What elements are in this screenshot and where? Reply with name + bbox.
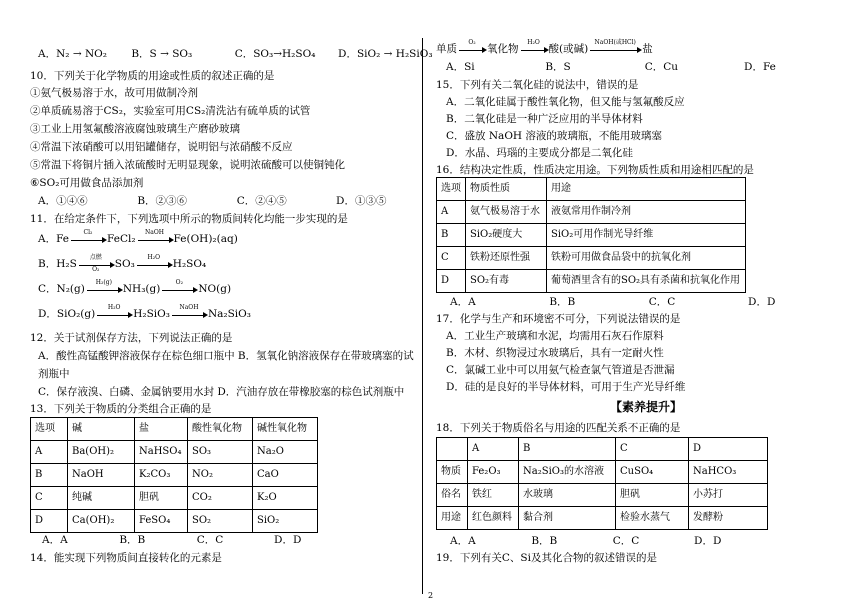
q11-c-start: C．N₂(g) [38,283,85,295]
chain-start: 单质 [436,43,457,55]
table-cell: B [437,224,466,247]
q13-option-d: D．D [274,534,302,546]
q10-item: ⑤常温下将铜片插入浓硫酸时无明显现象，说明浓硫酸可以使铜钝化 [30,159,345,171]
arrow-label-below: O₂ [92,266,100,273]
arrow-label: Cl₂ [83,229,93,236]
q11-a-mid: FeCl₂ [107,233,136,245]
q9-option-a: A．N₂ → NO₂ [38,48,107,60]
table-cell: K₂O [253,487,318,510]
table-row [437,247,746,270]
table-header-cell: 选项 [437,178,466,201]
q18-title: 18．下列关于物质俗名与用途的匹配关系不正确的是 [436,422,681,434]
table-cell: D [31,510,68,533]
q14-option-c: C．Cu [644,61,679,73]
table-cell: FeSO₄ [135,510,188,533]
table-row [31,464,318,487]
arrow-label: H₂(g) [95,279,112,286]
table-header-cell: A [468,438,519,461]
arrow-label: H₂O [147,254,161,261]
table-cell: 胆矾 [135,487,188,510]
table-row [437,507,768,530]
arrow-label: H₂O [527,39,540,46]
q10-item: ⑥SO₂可用做食品添加剂 [30,177,144,189]
q9-option-c: C．SO₃→H₂SO₄ [234,48,316,60]
q12-line: C．保存液溴、白磷、金属钠要用水封 D．汽油存放在带橡胶塞的棕色试剂瓶中 [38,386,405,398]
table-row [437,484,768,507]
q9-option-d: D．SiO₂ → H₂SiO₃ [338,48,433,60]
q10-item: ②单质硫易溶于CS₂，实验室可用CS₂清洗沾有硫单质的试管 [30,105,311,117]
table-cell: CaO [253,464,318,487]
q10-item: ③工业上用氢氟酸溶液腐蚀玻璃生产磨砂玻璃 [30,123,240,135]
q11-a-start: A．Fe [38,233,70,245]
q10-title: 10．下列关于化学物质的用途或性质的叙述正确的是 [30,70,275,82]
table-cell: SO₂ [188,510,253,533]
q15-title: 15．下列有关二氧化硅的说法中，错误的是 [436,79,639,91]
q11-a-end: Fe(OH)₂(aq) [173,233,238,245]
table-cell: 红色颜料 [468,507,519,530]
q11-d-end: Na₂SiO₃ [207,308,251,320]
arrow-label: O₂ [468,39,476,46]
table-cell: Na₂SiO₃的水溶液 [519,461,616,484]
q10-option-b: B．②③⑥ [137,195,188,207]
table-cell: Ca(OH)₂ [68,510,135,533]
table-header-cell: 盐 [135,418,188,441]
q15-item: A．二氧化硅属于酸性氧化物，但又能与氢氟酸反应 [446,96,685,108]
q18-option-c: C．C [612,535,640,547]
reaction-arrow [71,229,105,246]
q11-b-start: B．H₂S [38,258,77,270]
q11-b-end: H₂SO₄ [172,258,207,270]
q13-option-a: A．A [42,534,68,546]
q15-item: D．水晶、玛瑙的主要成分都是二氧化硅 [446,147,633,159]
table-cell: Na₂O [253,441,318,464]
q11-option-a [38,229,238,246]
table-header-cell: 用途 [547,178,746,201]
q13-title: 13．下列关于物质的分类组合正确的是 [30,403,212,415]
q17-item: A．工业生产玻璃和水泥，均需用石灰石作原料 [446,330,664,342]
q18-options [450,536,721,547]
table-cell: C [437,247,466,270]
q11-title: 11．在给定条件下，下列选项中所示的物质间转化均能一步实现的是 [30,213,348,225]
page-number: 2 [428,591,434,600]
q14-option-a: A．Si [446,61,475,73]
q16-option-d: D．D [748,296,776,308]
table-row [31,441,318,464]
q16-option-b: B．B [549,296,576,308]
table-cell: NO₂ [188,464,253,487]
table-cell: CO₂ [188,487,253,510]
q9-option-b: B．S → SO₃ [131,48,193,60]
q11-d-mid: H₂SiO₃ [133,308,170,320]
table-row [437,461,768,484]
table-cell: 铁粉还原性强 [466,247,547,270]
section-heading: 【素养提升】 [610,400,683,414]
table-header-cell: 碱性氧化物 [253,418,318,441]
q16-options [450,297,775,308]
arrow-label: H₂O [107,304,121,311]
reaction-arrow [521,39,547,56]
q18-option-d: D．D [694,535,722,547]
q11-b-mid: SO₃ [114,258,135,270]
q17-item: B．木材、织物浸过水玻璃后，具有一定耐火性 [446,347,664,359]
table-header-cell: C [616,438,689,461]
q16-table [436,177,746,293]
table-cell: SiO₂硬度大 [466,224,547,247]
arrow-label: 点燃 [89,254,102,261]
table-cell: SiO₂可用作制光导纤维 [547,224,746,247]
reaction-arrow [138,229,172,246]
table-cell: 纯碱 [68,487,135,510]
arrow-label: O₂ [175,279,183,286]
table-cell: A [31,441,68,464]
q18-option-b: B．B [531,535,558,547]
q10-option-c: C．②④⑤ [236,195,287,207]
q13-table [30,417,318,533]
table-cell: 发酵粉 [689,507,768,530]
table-header-row [31,418,318,441]
table-cell: D [437,270,466,293]
table-header-cell: 酸性氧化物 [188,418,253,441]
q19-title: 19．下列有关C、Si及其化合物的叙述错误的是 [436,552,657,564]
q10-item: ④常温下浓硝酸可以用铝罐储存，说明铝与浓硝酸不反应 [30,141,293,153]
q15-item: C．盛放 NaOH 溶液的玻璃瓶，不能用玻璃塞 [446,130,662,142]
table-cell: Ba(OH)₂ [68,441,135,464]
table-cell: 俗名 [437,484,468,507]
q14-option-d: D．Fe [744,61,776,73]
table-row [437,224,746,247]
table-header-row [437,178,746,201]
table-cell: 黏合剂 [519,507,616,530]
reaction-arrow [87,279,121,296]
q11-c-end: NO(g) [198,283,232,295]
q18-table [436,437,768,530]
arrow-label: NaOH(或HCl) [594,39,636,46]
table-row [31,510,318,533]
table-row [437,201,746,224]
reaction-arrow [590,39,640,56]
q12-title: 12．关于试剂保存方法，下列说法正确的是 [30,332,233,344]
table-cell: 物质 [437,461,468,484]
table-cell: NaHCO₃ [689,461,768,484]
reaction-arrow [79,254,113,273]
table-cell: 小苏打 [689,484,768,507]
table-cell: 氨气极易溶于水 [466,201,547,224]
table-header-cell: 碱 [68,418,135,441]
q17-title: 17．化学与生产和环境密不可分，下列说法错误的是 [436,313,681,325]
q10-item: ①氨气极易溶于水，故可用做制冷剂 [30,87,198,99]
reaction-arrow [172,304,206,321]
table-cell: 铁红 [468,484,519,507]
table-header-cell: D [689,438,768,461]
q13-option-b: B．B [119,534,146,546]
q14-chain [436,39,653,56]
q17-item: C．氯碱工业中可以用氨气检查氯气管道是否泄漏 [446,364,675,376]
table-cell: SO₂有毒 [466,270,547,293]
chain-mid: 氧化物 [487,43,519,55]
q10-option-d: D．①③⑤ [336,195,387,207]
q12-line: A．酸性高锰酸钾溶液保存在棕色细口瓶中 B．氢氧化钠溶液保存在带玻璃塞的试 [38,350,414,362]
table-cell: 胆矾 [616,484,689,507]
table-cell: C [31,487,68,510]
q15-item: B．二氧化硅是一种广泛应用的半导体材料 [446,113,643,125]
table-cell: A [437,201,466,224]
table-header-cell: B [519,438,616,461]
table-cell: NaOH [68,464,135,487]
q11-option-d [38,304,251,321]
table-cell: CuSO₄ [616,461,689,484]
q12-line: 剂瓶中 [38,368,70,380]
table-cell: K₂CO₃ [135,464,188,487]
q10-option-a: A．①④⑥ [38,195,88,207]
table-header-cell: 物质性质 [466,178,547,201]
q17-item: D．硅的是良好的半导体材料，可用于生产光导纤维 [446,381,686,393]
q13-option-c: C．C [196,534,224,546]
q11-option-c [38,279,232,296]
table-cell: 用途 [437,507,468,530]
table-cell: 液氨常用作制冷剂 [547,201,746,224]
table-cell: Fe₂O₃ [468,461,519,484]
table-cell: 葡萄酒里含有的SO₂具有杀菌和抗氧化作用 [547,270,746,293]
reaction-arrow [97,304,131,321]
reaction-arrow [162,279,196,296]
reaction-arrow [459,39,485,56]
q10-options [38,196,386,207]
table-row [31,487,318,510]
q11-d-start: D．SiO₂(g) [38,308,96,320]
arrow-label: NaOH [145,229,165,236]
table-row [437,270,746,293]
arrow-label: NaOH [179,304,199,311]
q16-title: 16．结构决定性质，性质决定用途。下列物质性质和用途相匹配的是 [436,164,754,176]
q13-options [42,535,301,546]
q16-option-a: A．A [450,296,476,308]
table-cell: 铁粉可用做食品袋中的抗氧化剂 [547,247,746,270]
q9-options [38,49,433,60]
table-cell: 检验水蒸气 [616,507,689,530]
chain-end: 盐 [642,43,653,55]
q14-option-b: B．S [545,61,571,73]
column-divider [422,38,423,594]
table-cell: SiO₂ [253,510,318,533]
q11-option-b [38,254,207,273]
q14-title: 14．能实现下列物质间直接转化的元素是 [30,552,222,564]
table-header-cell [437,438,468,461]
table-cell: NaHSO₄ [135,441,188,464]
table-cell: 水玻璃 [519,484,616,507]
chain-mid2: 酸(或碱) [548,43,589,55]
q16-option-c: C．C [648,296,676,308]
q11-c-mid: NH₃(g) [122,283,161,295]
table-header-row [437,438,768,461]
q18-option-a: A．A [450,535,476,547]
table-header-cell: 选项 [31,418,68,441]
q14-options [446,62,776,73]
reaction-arrow [137,254,171,271]
table-cell: B [31,464,68,487]
table-cell: SO₃ [188,441,253,464]
